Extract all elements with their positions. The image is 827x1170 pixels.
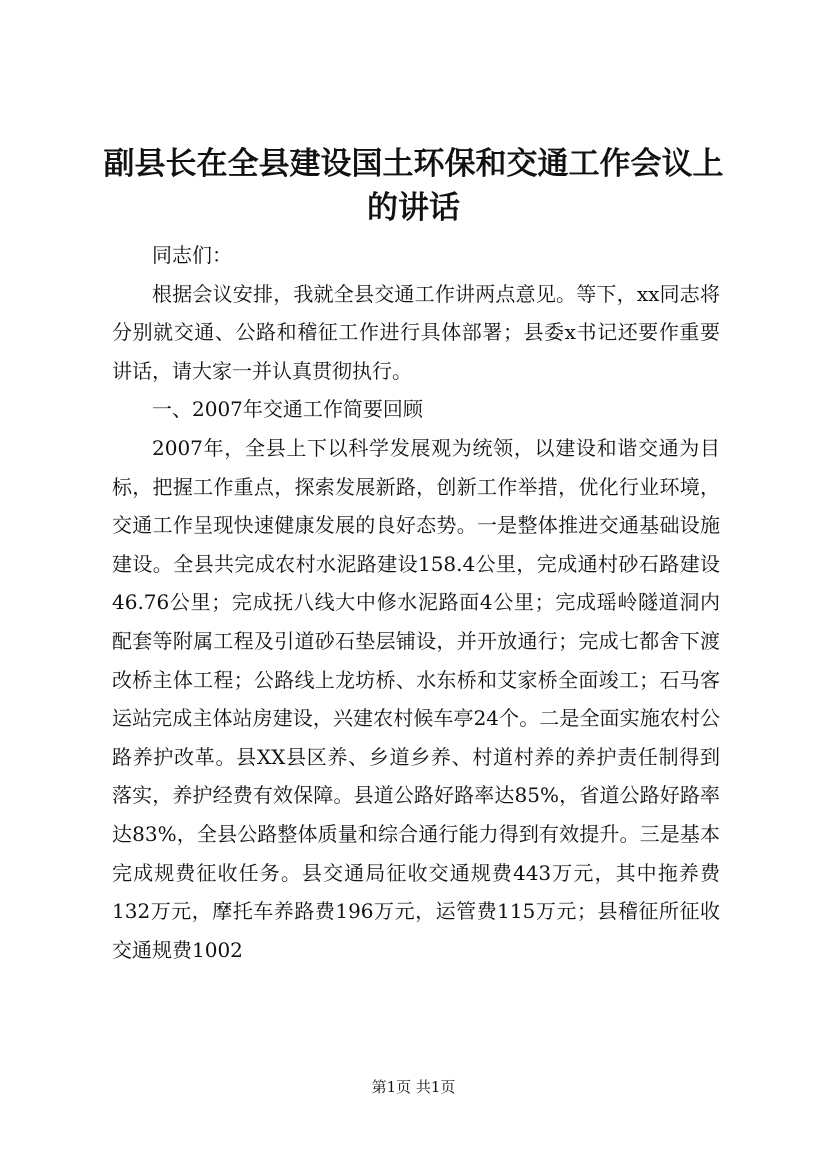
document-title: 副县长在全县建设国土环保和交通工作会议上的讲话 — [103, 146, 724, 226]
section-heading: 一、2007年交通工作简要回顾 — [152, 397, 423, 422]
paragraph-intro: 根据会议安排，我就全县交通工作讲两点意见。等下，xx同志将分别就交通、公路和稽征工作进行具体部署；县委x书记还要作重要讲话，请大家一并认真贯彻执行。 — [112, 281, 720, 383]
document-body — [112, 236, 720, 969]
paragraph-review: 2007年，全县上下以科学发展观为统领，以建设和谐交通为目标，把握工作重点，探索发展新路，创新工作举措，优化行业环境，交通工作呈现快速健康发展的良好态势。一是整体推进交通基础设施建设。全县共完成农村水泥路建设158.4公里，完成通村砂石路建设46.76公里；完成抚八线大中修水泥路面4公里；完成瑶岭隧道洞内配套等附属工程及引道砂石垫层铺设，并开放通行；完成七都舍下渡改桥主体工程；公路线上龙坊桥、水东桥和艾家桥全面竣工；石马客运站完成主体站房建设，兴建农村候车亭24个。二是全面实施农村公路养护改革。县XX县区养、乡道乡养、村道村养的养护责任制得到落实，养护经费有效保障。县道公路好路率达85%，省道公路好路率达83%，全县公路整体质量和综合通行能力得到有效提升。三是基本完成规费征收任务。县交通局征收交通规费443万元，其中拖养费132万元，摩托车养路费196万元，运管费115万元；县稽征所征收交通规费1002 — [112, 435, 720, 962]
page-footer: 第1页 共1页 — [371, 1078, 456, 1096]
salutation: 同志们： — [152, 243, 232, 267]
